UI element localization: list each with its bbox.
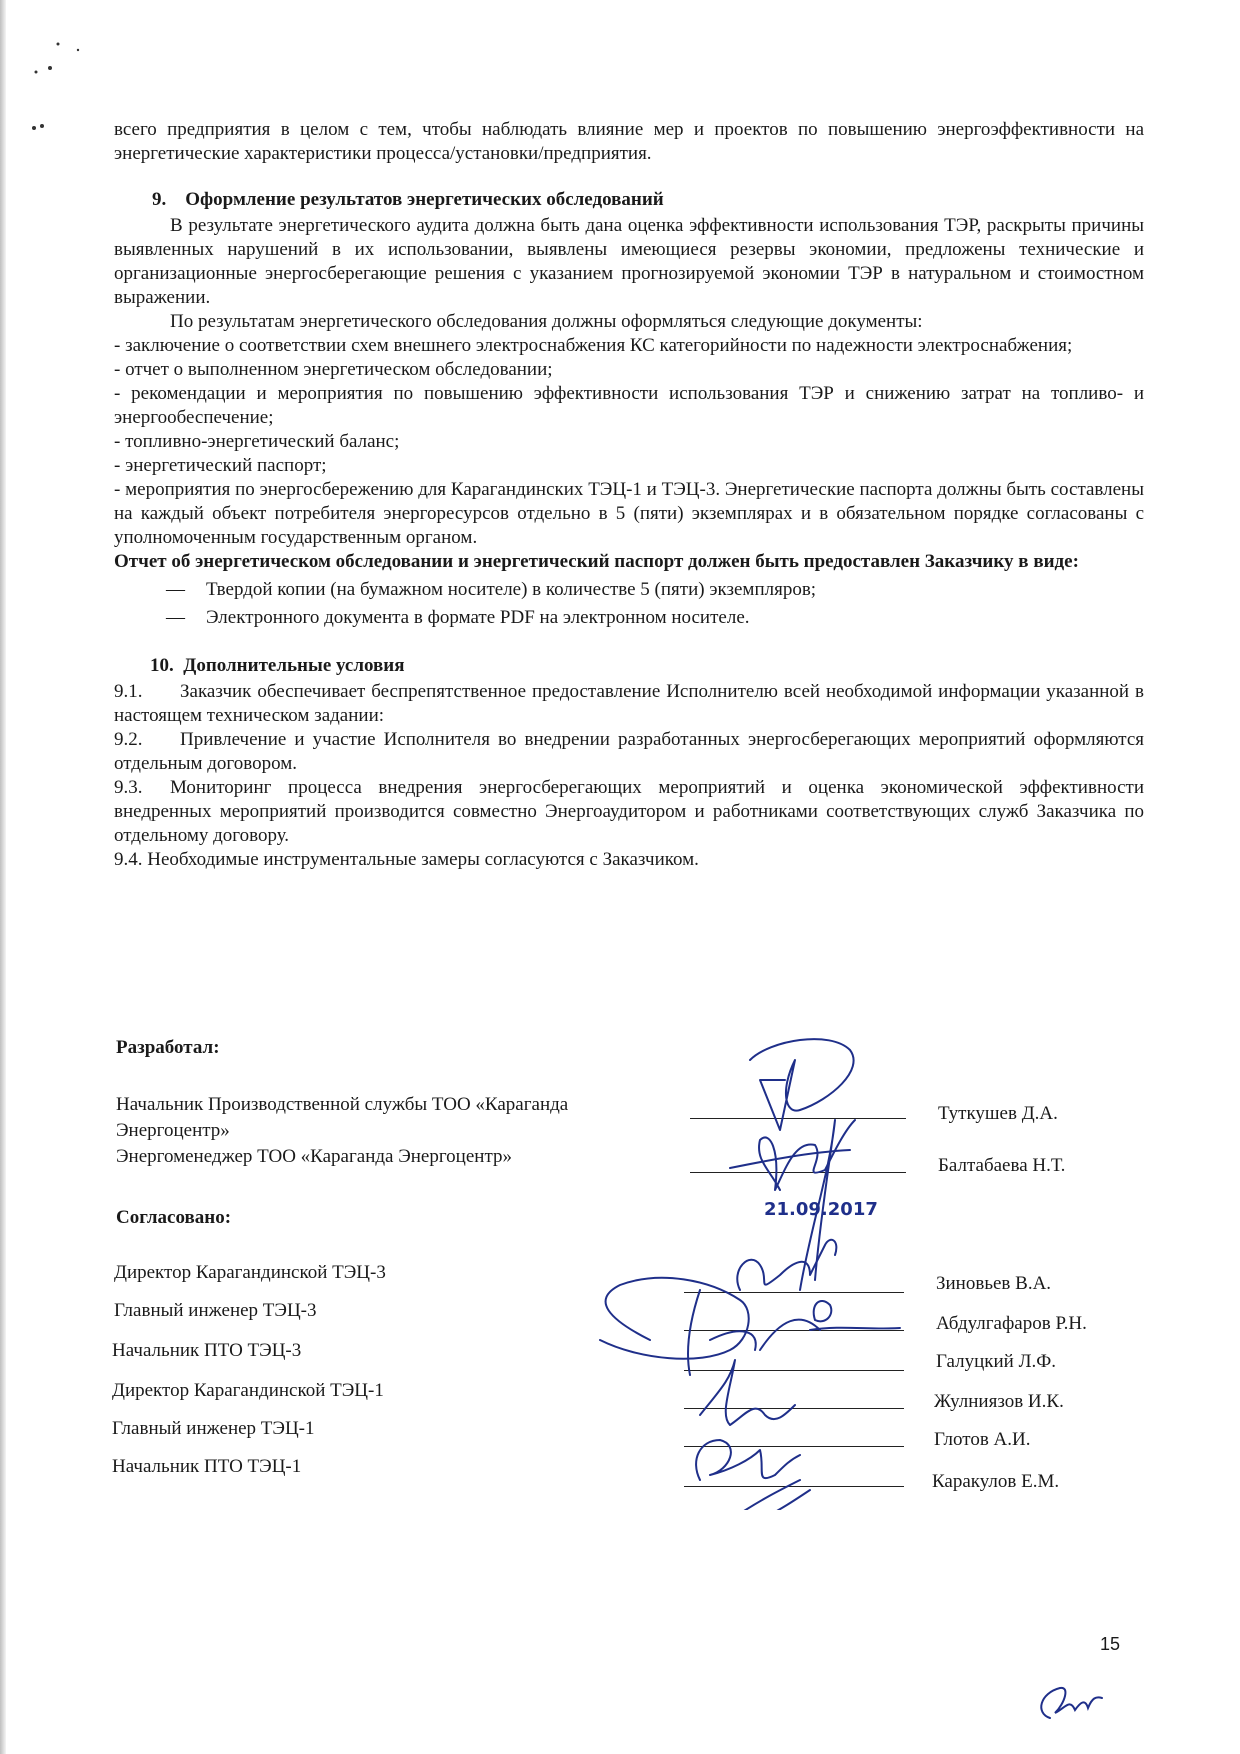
document-list-item: - заключение о соответствии схем внешнего электроснабжения КС категорийности по надежности электроснабжения;: [114, 335, 1073, 356]
developed-title-text: Разработал:: [116, 1037, 220, 1058]
agreed-title: [116, 1206, 231, 1230]
agreed-role: Главный инженер ТЭЦ-1: [112, 1418, 315, 1439]
format-item: [166, 606, 1144, 630]
handwritten-date: 21.09.2017: [764, 1199, 878, 1220]
agreed-name: Абдулгафаров Р.Н.: [936, 1313, 1087, 1334]
section-9-paragraph-2: По результатам энергетического обследования должны оформляться следующие документы:: [170, 311, 923, 332]
report-delivery-note: Отчет об энергетическом обследовании и энергетический паспорт должен быть предоставлен Заказчику в виде:: [114, 551, 1079, 572]
agreed-name: Глотов А.И.: [934, 1429, 1031, 1450]
clause: [114, 680, 1144, 728]
agreed-name: Каракулов Е.М.: [932, 1471, 1060, 1492]
section-9-title: Оформление результатов энергетических обследований: [185, 189, 664, 210]
agreed-title-text: Согласовано:: [116, 1207, 232, 1228]
initials-signature: [1030, 1668, 1110, 1728]
section-9-heading: [152, 188, 1144, 212]
developed-name-2: Балтабаева Н.Т.: [938, 1155, 1066, 1176]
dash-mark: —: [166, 579, 185, 600]
document-list-item: - мероприятия по энергосбережению для Карагандинских ТЭЦ-1 и ТЭЦ-3. Энергетические паспорта должны быть составлены на каждый объект потребителя энергоресурсов отдельно в 5 (пяти) экземплярах и в обязательном порядке согласованы с уполномоченным государственным органом.: [114, 479, 1144, 548]
format-item-text: Твердой копии (на бумажном носителе) в количестве 5 (пяти) экземпляров;: [206, 579, 817, 600]
page-number: 15: [1100, 1634, 1121, 1654]
dash-mark: —: [166, 607, 185, 628]
agreed-role: Директор Карагандинской ТЭЦ-1: [112, 1380, 384, 1401]
agreed-role: Главный инженер ТЭЦ-3: [114, 1300, 317, 1321]
developed-role-2: Энергоменеджер ТОО «Караганда Энергоцентр»: [116, 1146, 512, 1167]
clause-number: 9.3.: [114, 777, 143, 798]
section-10-heading: [150, 654, 1144, 678]
clause-number: 9.2.: [114, 729, 143, 750]
clause-number: 9.1.: [114, 681, 143, 702]
agreed-role: Начальник ПТО ТЭЦ-3: [112, 1340, 302, 1361]
format-item: [166, 578, 1144, 602]
agreed-role: Директор Карагандинской ТЭЦ-3: [114, 1262, 386, 1283]
scan-edge: [0, 0, 6, 1754]
handwritten-signatures: [580, 1020, 940, 1510]
clause-text: Мониторинг процесса внедрения энергосберегающих мероприятий и оценка экономической эффективности внедренных мероприятий производится совместно Энергоаудитором и работниками соответствующих служб Заказчика по отдельному договору.: [114, 777, 1144, 846]
agreed-role: Начальник ПТО ТЭЦ-1: [112, 1456, 302, 1477]
agreed-name: Галуцкий Л.Ф.: [936, 1351, 1056, 1372]
agreed-name: Зиновьев В.А.: [936, 1273, 1052, 1294]
clause-text: Необходимые инструментальные замеры согласуются с Заказчиком.: [147, 849, 699, 870]
document-list-item: - отчет о выполненном энергетическом обследовании;: [114, 359, 553, 380]
section-10-number: 10.: [150, 655, 174, 676]
clause: [114, 776, 1144, 848]
section-10-title: Дополнительные условия: [183, 655, 405, 676]
developed-name-1: Туткушев Д.А.: [938, 1103, 1058, 1124]
document-list-item: - рекомендации и мероприятия по повышению эффективности использования ТЭР и снижению затрат на топливо- и энергообеспечение;: [114, 383, 1144, 428]
format-item-text: Электронного документа в формате PDF на электронном носителе.: [206, 607, 750, 628]
body-text: [114, 118, 1144, 872]
document-list-item: - топливно-энергетический баланс;: [114, 431, 400, 452]
clause-text: Заказчик обеспечивает беспрепятственное предоставление Исполнителю всей необходимой информации указанной в настоящем техническом задании:: [114, 681, 1144, 726]
clause-text: Привлечение и участие Исполнителя во внедрении разработанных энергосберегающих мероприятий оформляются отдельным договором.: [114, 729, 1144, 774]
clause-number: 9.4.: [114, 849, 143, 870]
agreed-name: Жулниязов И.К.: [934, 1391, 1064, 1412]
clause: [114, 728, 1144, 776]
clause: [114, 848, 1144, 872]
developed-role-1: Начальник Производственной службы ТОО «Караганда Энергоцентр»: [116, 1094, 569, 1141]
developed-title: [116, 1036, 220, 1060]
document-list-item: - энергетический паспорт;: [114, 455, 327, 476]
section-9-number: 9.: [152, 189, 167, 210]
intro-paragraph: всего предприятия в целом с тем, чтобы наблюдать влияние мер и проектов по повышению энергоэффективности на энергетические характеристики процесса/установки/предприятия.: [114, 119, 1144, 164]
section-9-paragraph-1: В результате энергетического аудита должна быть дана оценка эффективности использования ТЭР, раскрыты причины выявленных нарушений в их использовании, выявлены имеющиеся резервы экономии, предложены технические и организационные энергосберегающие решения с указанием прогнозируемой экономии ТЭР в натуральном и стоимостном выражении.: [114, 215, 1144, 308]
